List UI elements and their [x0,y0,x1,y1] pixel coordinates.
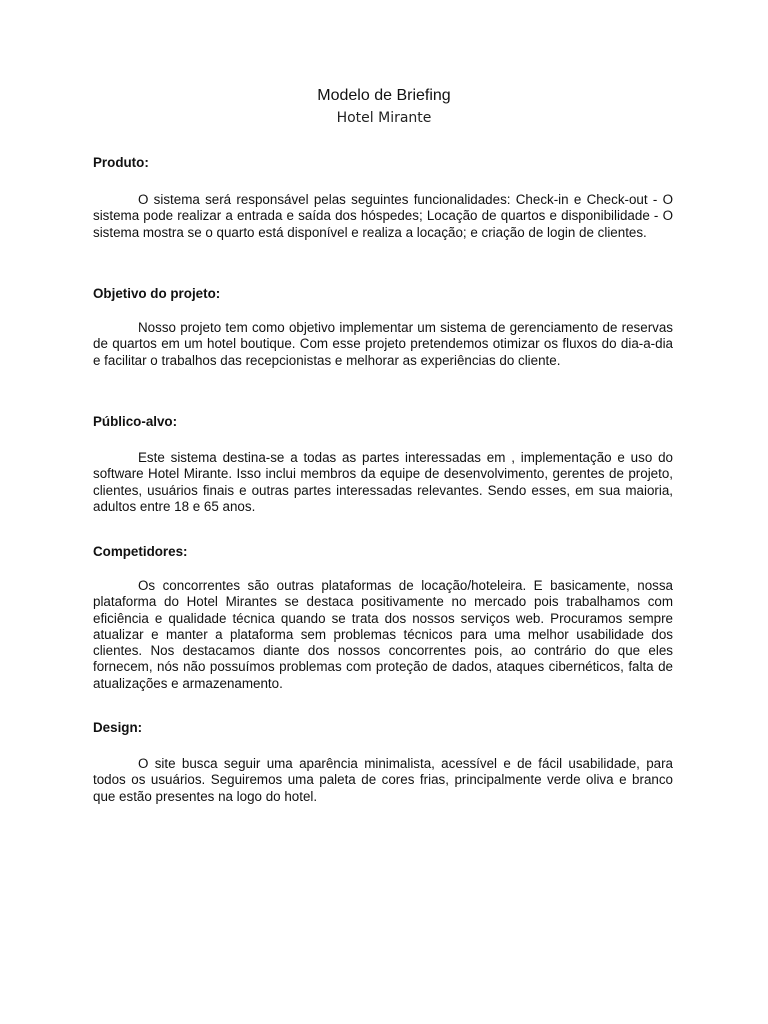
section-heading-produto: Produto: [93,155,149,170]
section-body-produto: O sistema será responsável pelas seguintes funcionalidades: Check-in e Check-out - O sistema pode realizar a entrada e saída dos hóspedes; Locação de quartos e disponibilidade - O sistema mostra se o quarto está disponível e realiza a locação; e criação de login de clientes. [93,192,673,240]
section-body-competidores: Os concorrentes são outras plataformas de locação/hoteleira. E basicamente, nossa plataforma do Hotel Mirantes se destaca positivamente no mercado pois trabalhamos com eficiência e qualidade técnica quando se trata dos nossos serviços web. Procuramos sempre atualizar e manter a plataforma sem problemas técnicos para uma melhor usabilidade dos clientes. Nos destacamos diante dos nossos concorrentes pois, ao contrário do que eles fornecem, nós não possuímos problemas com proteção de dados, ataques cibernéticos, falta de atualizações e armazenamento. [93,578,673,691]
section-heading-design: Design: [93,720,143,735]
section-body-design: O site busca seguir uma aparência minimalista, acessível e de fácil usabilidade, para todos os usuários. Seguiremos uma paleta de cores frias, principalmente verde oliva e branco que estão presentes na logo do hotel. [93,756,673,804]
document-title: Modelo de Briefing [317,87,451,104]
document-subtitle: Hotel Mirante [336,110,432,126]
section-heading-publico-alvo: Público-alvo: [93,414,178,429]
section-heading-objetivo: Objetivo do projeto: [93,286,221,301]
section-body-objetivo: Nosso projeto tem como objetivo implementar um sistema de gerenciamento de reservas de quartos em um hotel boutique. Com esse projeto pretendemos otimizar os fluxos do dia-a-dia e facilitar o trabalhos das recepcionistas e melhorar as experiências do cliente. [93,320,673,368]
section-heading-competidores: Competidores: [93,544,188,559]
section-body-publico-alvo: Este sistema destina-se a todas as partes interessadas em , implementação e uso do software Hotel Mirante. Isso inclui membros da equipe de desenvolvimento, gerentes de projeto, clientes, usuários finais e outras partes interessadas relevantes. Sendo esses, em sua maioria, adultos entre 18 e 65 anos. [93,450,673,514]
